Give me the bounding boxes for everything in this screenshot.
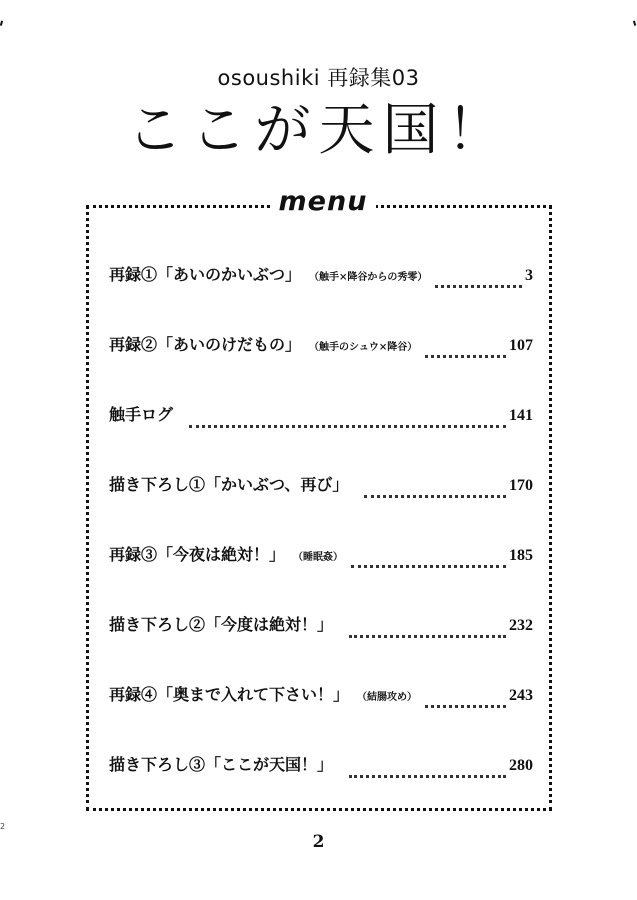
toc-entry-page: 107 [509, 337, 533, 354]
toc-entry-page: 243 [509, 687, 533, 704]
toc-entry-title: 再録②「あいのけだもの」 [109, 335, 302, 354]
dot-leader [364, 495, 506, 498]
dot-leader [189, 425, 506, 428]
toc-entry-note: （触手×降谷からの秀零） [309, 272, 428, 283]
collection-subtitle: osoushiki 再録集03 [217, 66, 420, 90]
toc-entry[interactable] [109, 255, 533, 325]
toc-entry-page: 170 [509, 477, 533, 494]
toc-entry[interactable] [109, 535, 533, 605]
table-of-contents [109, 255, 533, 815]
toc-entry-note: （触手のシュウ×降谷） [309, 342, 418, 353]
dot-leader [351, 565, 506, 568]
toc-entry-title: 再録①「あいのかいぶつ」 [109, 265, 302, 284]
toc-entry-title: 描き下ろし②「今度は絶対！」 [109, 615, 334, 634]
toc-entry[interactable] [109, 745, 533, 815]
toc-entry-page: 185 [509, 547, 533, 564]
toc-entry[interactable] [109, 395, 533, 465]
book-title: ここが天国！ [126, 98, 511, 163]
toc-entry-note: （睡眠姦） [293, 552, 344, 563]
toc-entry[interactable] [109, 465, 533, 535]
toc-entry-title: 再録③「今夜は絶対！」 [109, 545, 286, 564]
toc-entry-title: 再録④「奥まで入れて下さい！」 [109, 685, 350, 704]
toc-entry-title: 描き下ろし③「ここが天国！」 [109, 755, 334, 774]
margin-mark: 2 [0, 822, 6, 831]
dot-leader [349, 775, 506, 778]
dot-leader [349, 635, 506, 638]
dot-leader [435, 285, 522, 288]
page-number: 2 [312, 832, 325, 852]
dot-leader [425, 705, 506, 708]
toc-entry[interactable] [109, 325, 533, 395]
ray-line [634, 0, 637, 24]
toc-entry-title: 描き下ろし①「かいぶつ、再び」 [109, 475, 349, 494]
ray-line [0, 0, 2, 24]
toc-entry-page: 280 [509, 757, 533, 774]
toc-entry[interactable] [109, 675, 533, 745]
menu-heading: menu [270, 186, 376, 218]
toc-entry-title: 触手ログ [109, 405, 174, 424]
toc-entry-note: （結腸攻め） [357, 692, 418, 703]
toc-entry-page: 141 [509, 407, 533, 424]
dot-leader [425, 355, 506, 358]
toc-entry[interactable] [109, 605, 533, 675]
toc-entry-page: 232 [509, 617, 533, 634]
toc-entry-page: 3 [525, 267, 533, 284]
